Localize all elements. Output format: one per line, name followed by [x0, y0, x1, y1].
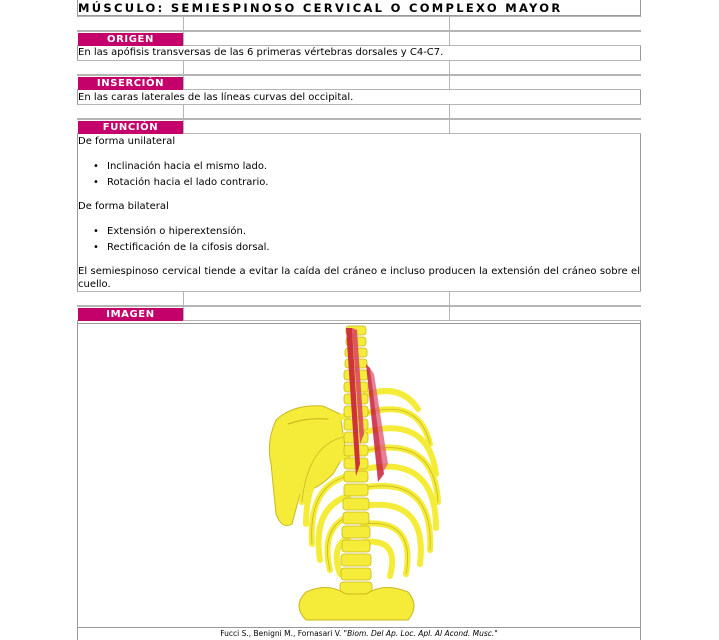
origen-header-row: [77, 31, 641, 46]
list-item: • Rectificación de la cifosis dorsal.: [93, 241, 270, 257]
bilateral-list: [93, 225, 270, 256]
page-title: MÚSCULO: SEMIESPINOSO CERVICAL O COMPLEXO MAYOR: [77, 0, 641, 16]
insercion-header-row: [77, 75, 641, 90]
insercion-text: En las caras laterales de las líneas curvas del occipital.: [78, 92, 354, 103]
caption-source: "Biom. Del Ap. Loc. Apl. Al Acond. Musc.": [343, 629, 498, 638]
funcion-header-row: [77, 119, 641, 134]
empty-grid-row: [77, 60, 641, 75]
list-item: • Inclinación hacia el mismo lado.: [93, 160, 268, 176]
unilateral-heading: De forma unilateral: [78, 136, 176, 147]
origen-label: ORIGEN: [78, 33, 183, 46]
list-item: • Extensión o hiperextensión.: [93, 225, 270, 241]
funcion-summary: El semiespinoso cervical tiende a evitar la caída del cráneo e incluso producen la extensión del cráneo sobre el cuello.: [78, 266, 640, 290]
unilateral-list: [93, 160, 268, 191]
spine-ribcage-illustration: [78, 324, 640, 627]
imagen-label: IMAGEN: [78, 308, 183, 321]
anatomy-figure: [78, 323, 640, 627]
caption-authors: Fucci S., Benigni M., Fornasari V.: [220, 629, 342, 638]
origen-text: En las apófisis transversas de las 6 primeras vértebras dorsales y C4-C7.: [78, 47, 444, 58]
list-item: • Rotación hacia el lado contrario.: [93, 176, 268, 192]
figure-caption: [78, 627, 640, 640]
insercion-label: INSERCIÓN: [78, 77, 183, 90]
funcion-label: FUNCIÓN: [78, 121, 183, 134]
empty-grid-row: [77, 16, 641, 31]
empty-grid-row: [77, 104, 641, 119]
bilateral-heading: De forma bilateral: [78, 201, 169, 212]
empty-grid-row: [77, 291, 641, 306]
imagen-header-row: [77, 306, 641, 321]
